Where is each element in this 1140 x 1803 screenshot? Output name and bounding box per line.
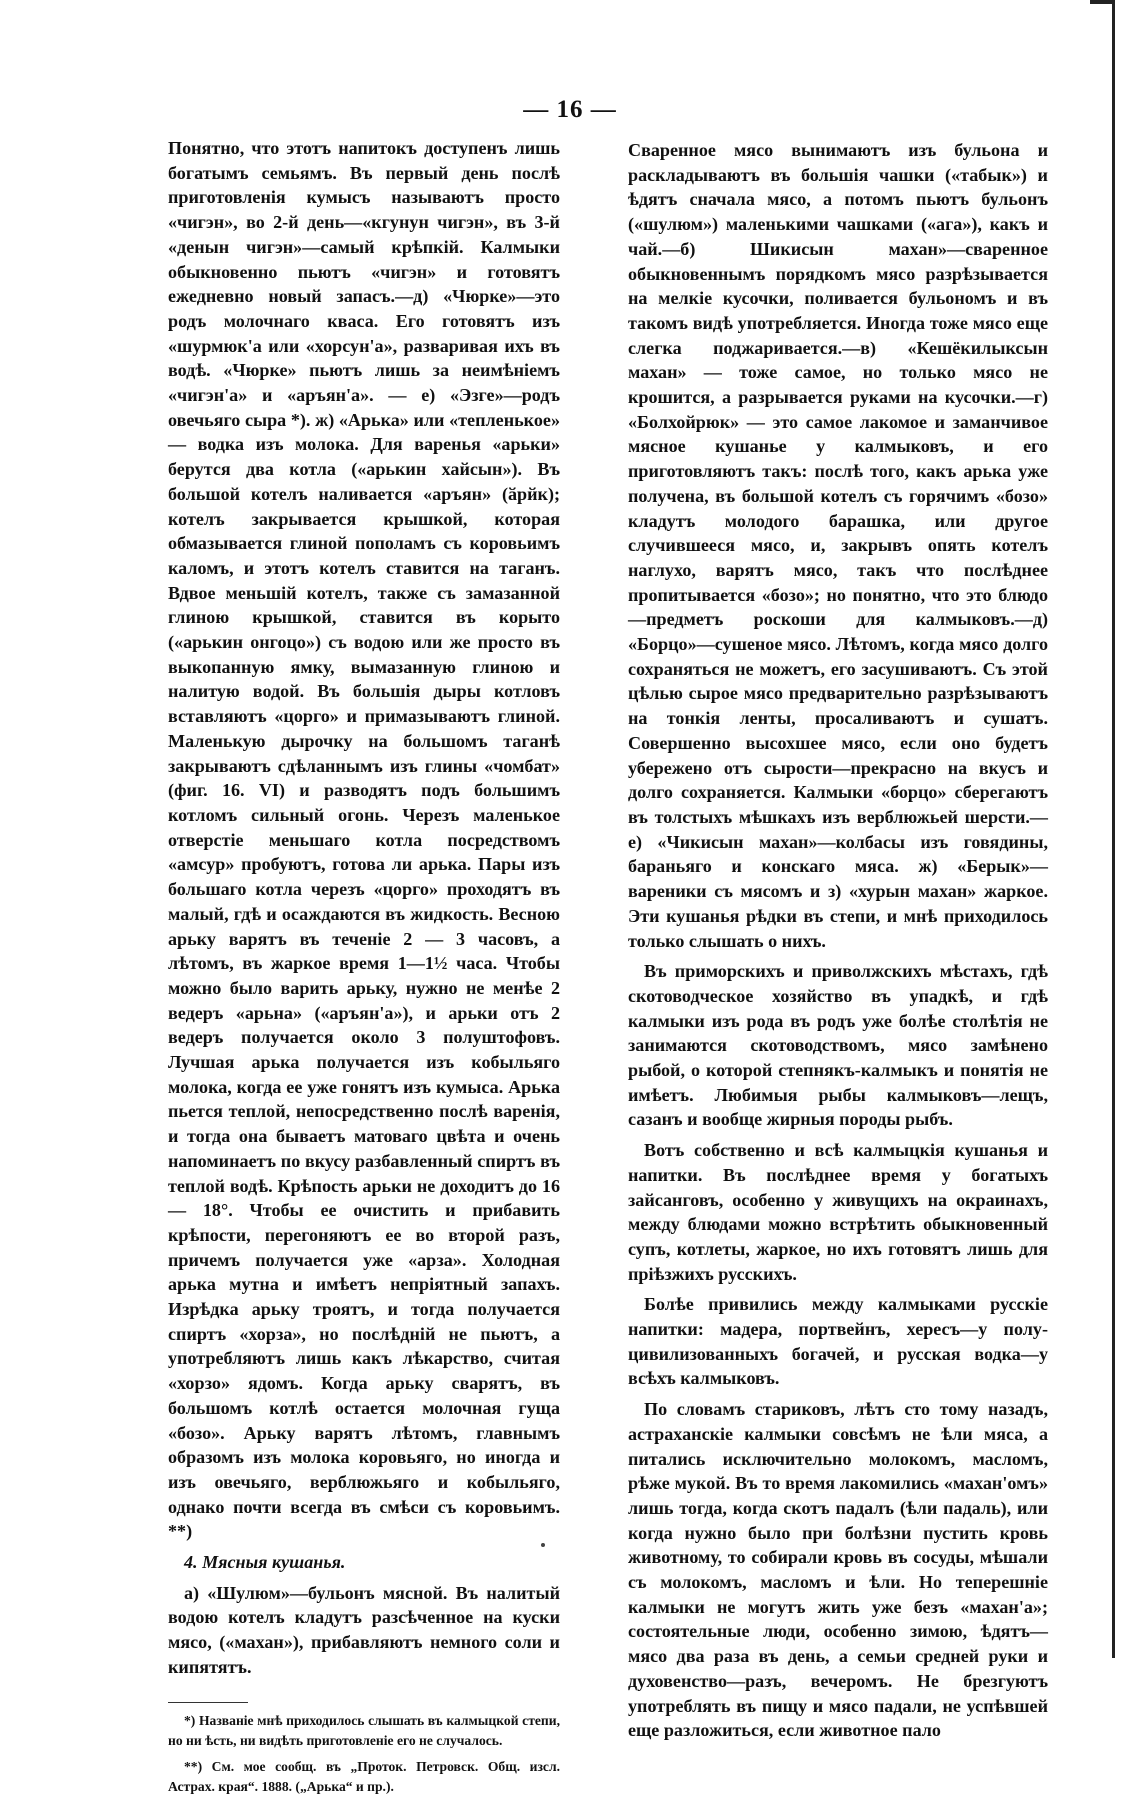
footnote-rule	[168, 1702, 248, 1703]
right-column	[628, 138, 1048, 1749]
footnote: **) См. мое сообщ. въ „Проток. Петровск. Общ. изсл. Астрах. края“. 1888. („Арька“ и пр.).	[168, 1758, 560, 1794]
paragraph: Вотъ собственно и всѣ калмыцкія кушанья и напитки. Въ послѣднее время у богатыхъ зайсанговъ, особенно у живущихъ на окраинахъ, между блюдами можно встрѣтить обыкновенный супъ, котлеты, жаркое, но ихъ готовятъ лишь для пріѣзжихъ русскихъ.	[628, 1140, 1048, 1284]
paragraph: Понятно, что этотъ напитокъ доступенъ лишь богатымъ семьямъ. Въ первый день послѣ приготовленія кумысъ называютъ просто «чигэн», во 2-й день—«кгунун чигэн», въ 3-й «денын чигэн»—самый крѣпкій. Калмыки обыкновенно пьютъ «чигэн» и готовятъ ежедневно новый запасъ.—д) «Чюрке»—это родъ молочнаго кваса. Его готовятъ изъ «шурмюк'а или «хорсун'а», разваривая ихъ въ водѣ. «Чюрке» пьютъ лишь за неимѣніемъ «чигэн'а» и «аръян'а». — е) «Эзге»—родъ овечьяго сыра *). ж) «Арька» или «тепленькое» — водка изъ молока. Для варенья «арьки» берутся два котла («арькин хайсын»). Въ большой котелъ наливается «аръян» (ӑрйк); котелъ закрывается крышкой, которая обмазывается глиной пополамъ съ коровьимъ каломъ, и этотъ котелъ ставится на таганъ. Вдвое меньшій котелъ, также съ замазанной глиною крышкой, ставится въ корыто («арькин онгоцо») съ водою или же просто въ выкопанную ямку, вымазанную глиною и налитую водой. Въ большія дыры котловъ вставляютъ «цорго» и примазываютъ глиной. Маленькую дырочку на большомъ таганѣ закрываютъ сдѣланнымъ изъ глины «чомбат» (фиг. 16. VI) и разводятъ подъ большимъ котломъ сильный огонь. Черезъ маленькое отверстіе меньшаго котла посредствомъ «амсур» пробуютъ, готова ли арька. Пары изъ большаго котла черезъ «цорго» проходятъ въ малый, гдѣ и осаждаются въ жидкость. Весною арьку варятъ въ теченіе 2 — 3 часовъ, а лѣтомъ, въ жаркое время 1—1½ часа. Чтобы можно было варить арьку, нужно не менѣе 2 ведеръ «арьна» («аръян'а»), и арьки отъ 2 ведеръ получается около 3 полуштофовъ. Лучшая арька получается изъ кобыльяго молока, когда ее уже гонятъ изъ кумыса. Арька пьется теплой, непосредственно послѣ варенія, и тогда она бываетъ матоваго цвѣта и очень напоминаетъ по вкусу разбавленный спиртъ въ теплой водѣ. Крѣпость арьки не доходитъ до 16 — 18°. Чтобы ее очистить и прибавить крѣпости, перегоняютъ ее во второй разъ, причемъ получается уже «арза». Холодная арька мутна и имѣетъ непріятный запахъ. Изрѣдка арьку троятъ, и тогда получается спиртъ «хорза», но послѣдній не пьютъ, а употребляютъ лишь какъ лѣкарство, считая «хорзо» ядомъ. Когда арьку сварятъ, въ большомъ котлѣ остается молочная гуща «бозо». Арьку варятъ лѣтомъ, главнымъ образомъ изъ молока коровьяго, но иногда и изъ овечьяго, верблюжьяго и кобыльяго, однако почти всегда въ смѣси съ коровьимъ. **)	[168, 138, 560, 1542]
paragraph: Болѣе привились между калмыками русскіе напитки: мадера, портвейнъ, хересъ—у полу-цивилизованныхъ богачей, и русская водка—у всѣхъ калмыковъ.	[628, 1294, 1048, 1389]
page-edge-line	[1112, 0, 1115, 1658]
section-heading: 4. Мясныя кушанья.	[184, 1552, 346, 1573]
left-column	[168, 136, 560, 1803]
page-edge-notch	[1090, 0, 1114, 4]
scan-speck	[541, 1543, 545, 1547]
paragraph: а) «Шулюм»—бульонъ мясной. Въ налитый водою котелъ кладутъ разсѣченное на куски мясо, («махан»), прибавляютъ немного соли и кипятятъ.	[168, 1582, 560, 1677]
footnote: *) Названіе мнѣ приходилось слышать въ калмыцкой степи, но ни ѣсть, ни видѣть приготовленіе его не случалось.	[168, 1712, 560, 1748]
page-number: — 16 —	[523, 96, 617, 123]
paragraph: Въ приморскихъ и приволжскихъ мѣстахъ, гдѣ скотоводческое хозяйство въ упадкѣ, и гдѣ калмыки изъ рода въ родъ уже болѣе столѣтія не занимаются скотоводствомъ, мясо замѣнено рыбой, о которой степнякъ-калмыкъ и понятія не имѣетъ. Любимыя рыбы калмыковъ—лещъ, сазанъ и вообще жирныя породы рыбъ.	[628, 961, 1048, 1130]
paragraph: По словамъ стариковъ, лѣтъ сто тому назадъ, астраханскіе калмыки совсѣмъ не ѣли мяса, а питались исключительно молокомъ, масломъ, рѣже мукой. Въ то время лакомились «махан'омъ» лишь тогда, когда скотъ падалъ (ѣли падаль), или когда нужно было при болѣзни пустить кровь животному, то собирали кровь въ сосуды, мѣшали съ молокомъ, масломъ и ѣли. Но теперешніе калмыки не могутъ жить уже безъ «махан'а»; состоятельные люди, особенно зимою, ѣдятъ—мясо два раза въ день, а семьи средней руки и духовенство—разъ, вечеромъ. Не брезгуютъ употреблять въ пищу и мясо падали, не успѣвшей еще разложиться, если животное пало	[628, 1399, 1048, 1741]
paragraph: Сваренное мясо вынимаютъ изъ бульона и раскладываютъ въ большія чашки («табык») и ѣдятъ сначала мясо, а потомъ пьютъ бульонъ («шулюм») маленькими чашками («ага»), какъ и чай.—б) Шикисын махан»—сваренное обыкновеннымъ порядкомъ мясо разрѣзывается на мелкіе кусочки, поливается бульономъ и въ такомъ видѣ употребляется. Иногда тоже мясо еще слегка поджаривается.—в) «Кешёкилыксын махан» — тоже самое, но только мясо не крошится, а разрывается руками на кусочки.—г) «Болхойрюк» — это самое лакомое и заманчивое мясное кушанье у калмыковъ, и его приготовляютъ такъ: послѣ того, какъ арька уже получена, въ большой котелъ съ горячимъ «бозо» кладутъ молодого барашка, или другое случившееся мясо, и, закрывъ опять котелъ наглухо, варятъ мясо, такъ что послѣднее пропитывается «бозо»; но понятно, что это блюдо—предметъ роскоши для калмыковъ.—д) «Борцо»—сушеное мясо. Лѣтомъ, когда мясо долго сохраняться не можетъ, его засушиваютъ. Съ этой цѣлью сырое мясо предварительно разрѣзываютъ на тонкія ленты, просаливаютъ и сушатъ. Совершенно высохшее мясо, если оно будетъ убережено отъ сырости—прекрасно на вкусъ и долго сохраняется. Калмыки «борцо» сберегаютъ въ толстыхъ мѣшкахъ изъ верблюжьей шерсти.—е) «Чикисын махан»—колбасы изъ говядины, бараньяго и конскаго мяса. ж) «Берык»—вареники съ мясомъ и з) «хурын махан» жаркое. Эти кушанья рѣдки въ степи, и мнѣ приходилось только слышать о нихъ.	[628, 140, 1048, 951]
